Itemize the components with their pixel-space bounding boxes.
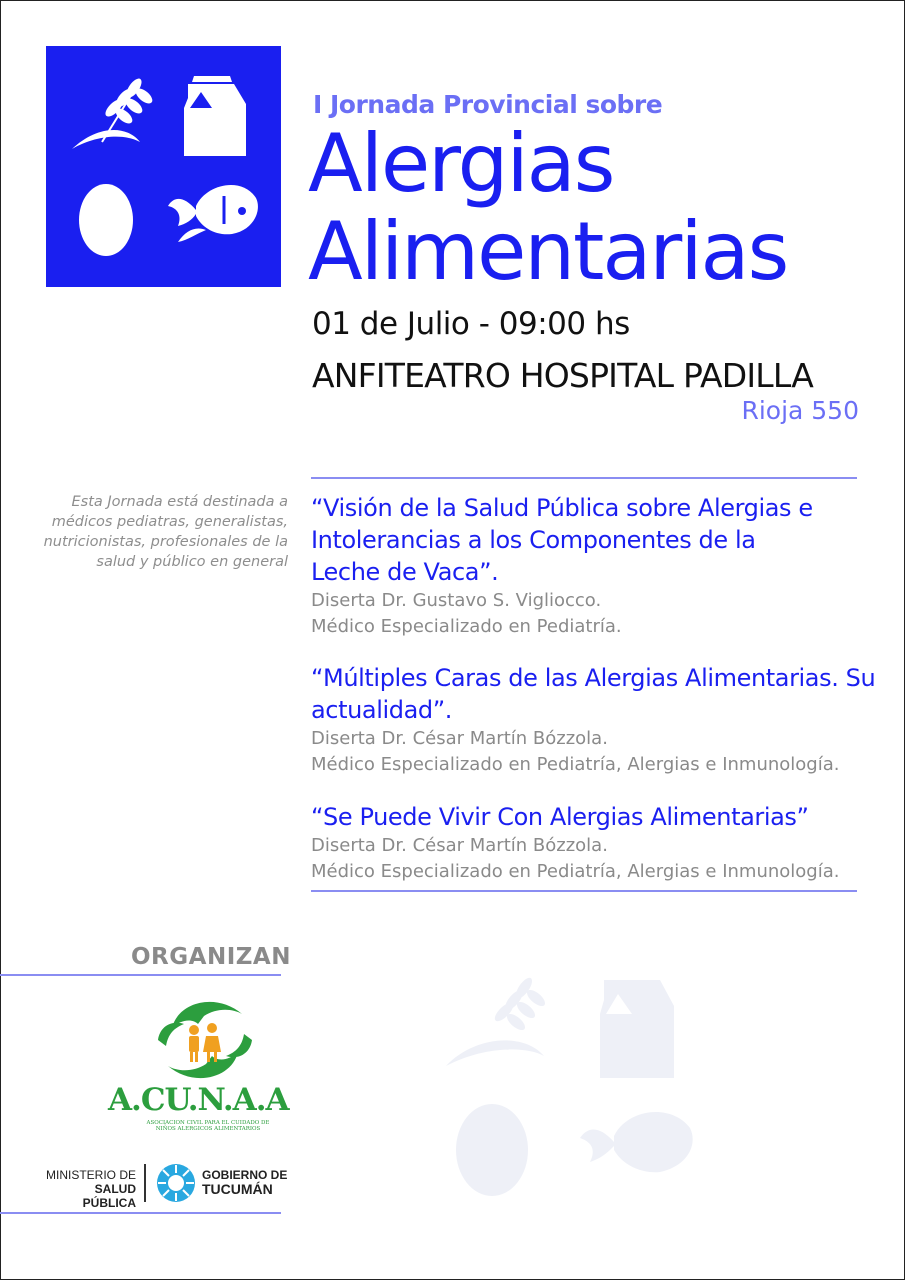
acunaa-logo-icon bbox=[150, 994, 260, 1086]
gobierno-line2: TUCUMÁN bbox=[202, 1181, 273, 1197]
event-logo bbox=[46, 46, 281, 287]
watermark-egg-icon bbox=[456, 1104, 528, 1196]
watermark-fish-icon bbox=[580, 1112, 693, 1172]
ministerio-line1: MINISTERIO DE bbox=[45, 1168, 136, 1182]
talk-role: Médico Especializado en Pediatría. bbox=[311, 616, 622, 637]
event-venue: ANFITEATRO HOSPITAL PADILLA bbox=[312, 356, 813, 395]
organizers-divider-top bbox=[0, 974, 281, 976]
talk-item bbox=[311, 801, 891, 885]
talk-title: “Visión de la Salud Pública sobre Alergias e Intolerancias a los Componentes de la Leche de Vaca”. bbox=[311, 494, 813, 586]
ministerio-line2: SALUD PÚBLICA bbox=[82, 1182, 136, 1210]
main-title-line1: Alergias bbox=[308, 117, 614, 210]
talk-speaker: Diserta Dr. César Martín Bózzola. bbox=[311, 835, 608, 856]
watermark-milk-carton-icon bbox=[600, 980, 674, 1078]
talk-speaker: Diserta Dr. César Martín Bózzola. bbox=[311, 728, 608, 749]
talk-role: Médico Especializado en Pediatría, Alergias e Inmunología. bbox=[311, 754, 840, 775]
organizers-heading: ORGANIZAN bbox=[131, 944, 291, 970]
egg-icon bbox=[79, 184, 133, 256]
pre-title: I Jornada Provincial sobre bbox=[313, 90, 663, 119]
talk-role: Médico Especializado en Pediatría, Alergias e Inmunología. bbox=[311, 861, 840, 882]
talk-title: “Se Puede Vivir Con Alergias Alimentarias” bbox=[311, 803, 809, 831]
main-title-line2: Alimentarias bbox=[308, 205, 788, 298]
acunaa-subtitle: ASOCIACION CIVIL PARA EL CUIDADO DE NIÑOS ALERGICOS ALIMENTARIOS bbox=[146, 1120, 270, 1132]
organizers-divider-bottom bbox=[0, 1212, 281, 1214]
divider-top bbox=[311, 477, 857, 479]
watermark-wheat-icon bbox=[446, 975, 548, 1066]
milk-carton-icon bbox=[184, 76, 246, 156]
wheat-icon bbox=[72, 76, 155, 149]
event-address: Rioja 550 bbox=[741, 396, 859, 425]
ministerio-logo bbox=[40, 1168, 136, 1210]
audience-note: Esta Jornada está destinada a médicos pediatras, generalistas, nutricionistas, profesionales de la salud y público en general bbox=[43, 494, 288, 570]
acunaa-name: A.CU.N.A.A bbox=[108, 1082, 289, 1118]
talk-speaker: Diserta Dr. Gustavo S. Vigliocco. bbox=[311, 590, 602, 611]
divider-bottom bbox=[311, 890, 857, 892]
talk-item bbox=[311, 492, 891, 640]
event-date: 01 de Julio - 09:00 hs bbox=[312, 306, 630, 342]
talk-title: “Múltiples Caras de las Alergias Alimentarias. Su actualidad”. bbox=[311, 664, 876, 724]
talk-item bbox=[311, 662, 891, 778]
fish-icon bbox=[168, 185, 258, 242]
gobierno-line1: GOBIERNO DE bbox=[202, 1168, 288, 1182]
logo-separator bbox=[144, 1164, 146, 1202]
gobierno-sun-icon bbox=[155, 1162, 197, 1204]
watermark-icons bbox=[444, 966, 714, 1196]
gobierno-logo bbox=[202, 1168, 287, 1196]
